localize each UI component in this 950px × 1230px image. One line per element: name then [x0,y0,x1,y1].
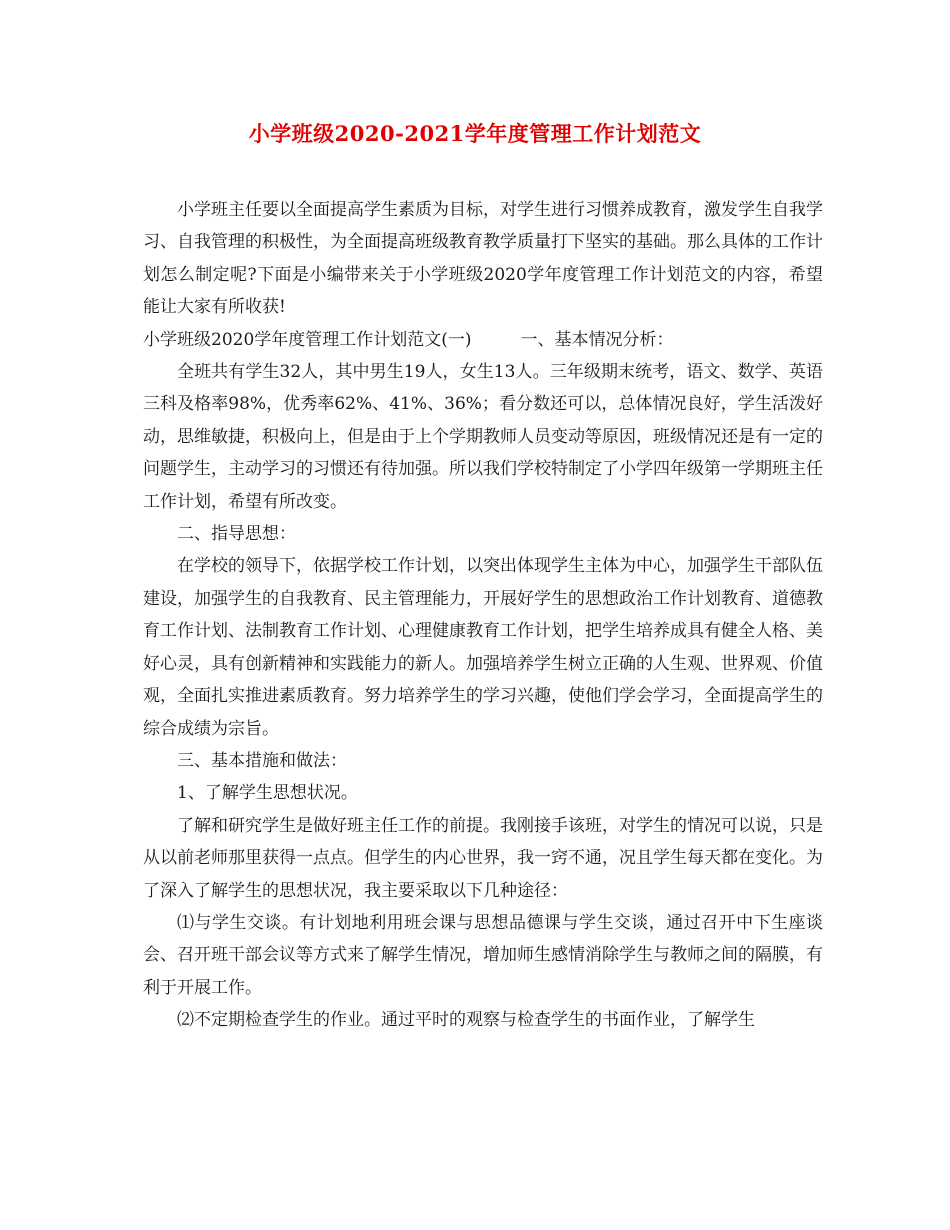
intro-paragraph: 小学班主任要以全面提高学生素质为目标，对学生进行习惯养成教育，激发学生自我学习、自我管理的积极性，为全面提高班级教育教学质量打下坚实的基础。那么具体的工作计划怎么制定呢?下面是小编带来关于小学班级2020学年度管理工作计划范文的内容，希望能让大家有所收获! [143,200,823,318]
section-1-heading: 一、基本情况分析： [520,329,674,350]
document-title: 小学班级2020-2021学年度管理工作计划范文 [248,121,702,146]
situation-paragraph: 全班共有学生32人，其中男生19人，女生13人。三年级期末统考，语文、数学、英语三科及格率98%，优秀率62%、41%、36%；看分数还可以，总体情况良好，学生活泼好动，思维敏捷，积极向上，但是由于上个学期教师人员变动等原因，班级情况还是有一定的问题学生，主动学习的习惯还有待加强。所以我们学校特制定了小学四年级第一学期班主任工作计划，希望有所改变。 [143,362,823,512]
document-body [143,194,823,1037]
section-2-heading: 二、指导思想： [177,524,296,545]
understanding-paragraph: 了解和研究学生是做好班主任工作的前提。我刚接手该班，对学生的情况可以说，只是从以前老师那里获得一点点。但学生的内心世界，我一窍不通，况且学生每天都在变化。为了深入了解学生的思想状况，我主要采取以下几种途径： [143,815,823,901]
plan-subtitle: 小学班级2020学年度管理工作计划范文(一) [143,329,472,350]
section-3-heading: 三、基本措施和做法： [177,750,347,771]
guiding-thought-paragraph: 在学校的领导下，依据学校工作计划，以突出体现学生主体为中心，加强学生干部队伍建设，加强学生的自我教育、民主管理能力，开展好学生的思想政治工作计划教育、道德教育工作计划、法制教育工作计划、心理健康教育工作计划，把学生培养成具有健全人格、美好心灵，具有创新精神和实践能力的新人。加强培养学生树立正确的人生观、世界观、价值观，全面扎实推进素质教育。努力培养学生的学习兴趣，使他们学会学习，全面提高学生的综合成绩为宗旨。 [143,556,823,739]
method-1-paragraph: ⑴与学生交谈。有计划地利用班会课与思想品德课与学生交谈，通过召开中下生座谈会、召开班干部会议等方式来了解学生情况，增加师生感情消除学生与教师之间的隔膜，有利于开展工作。 [143,912,823,998]
method-2-paragraph: ⑵不定期检查学生的作业。通过平时的观察与检查学生的书面作业，了解学生 [177,1010,755,1031]
section-heading-line [143,324,823,356]
subsection-1-heading: 1、了解学生思想状况。 [177,783,358,804]
